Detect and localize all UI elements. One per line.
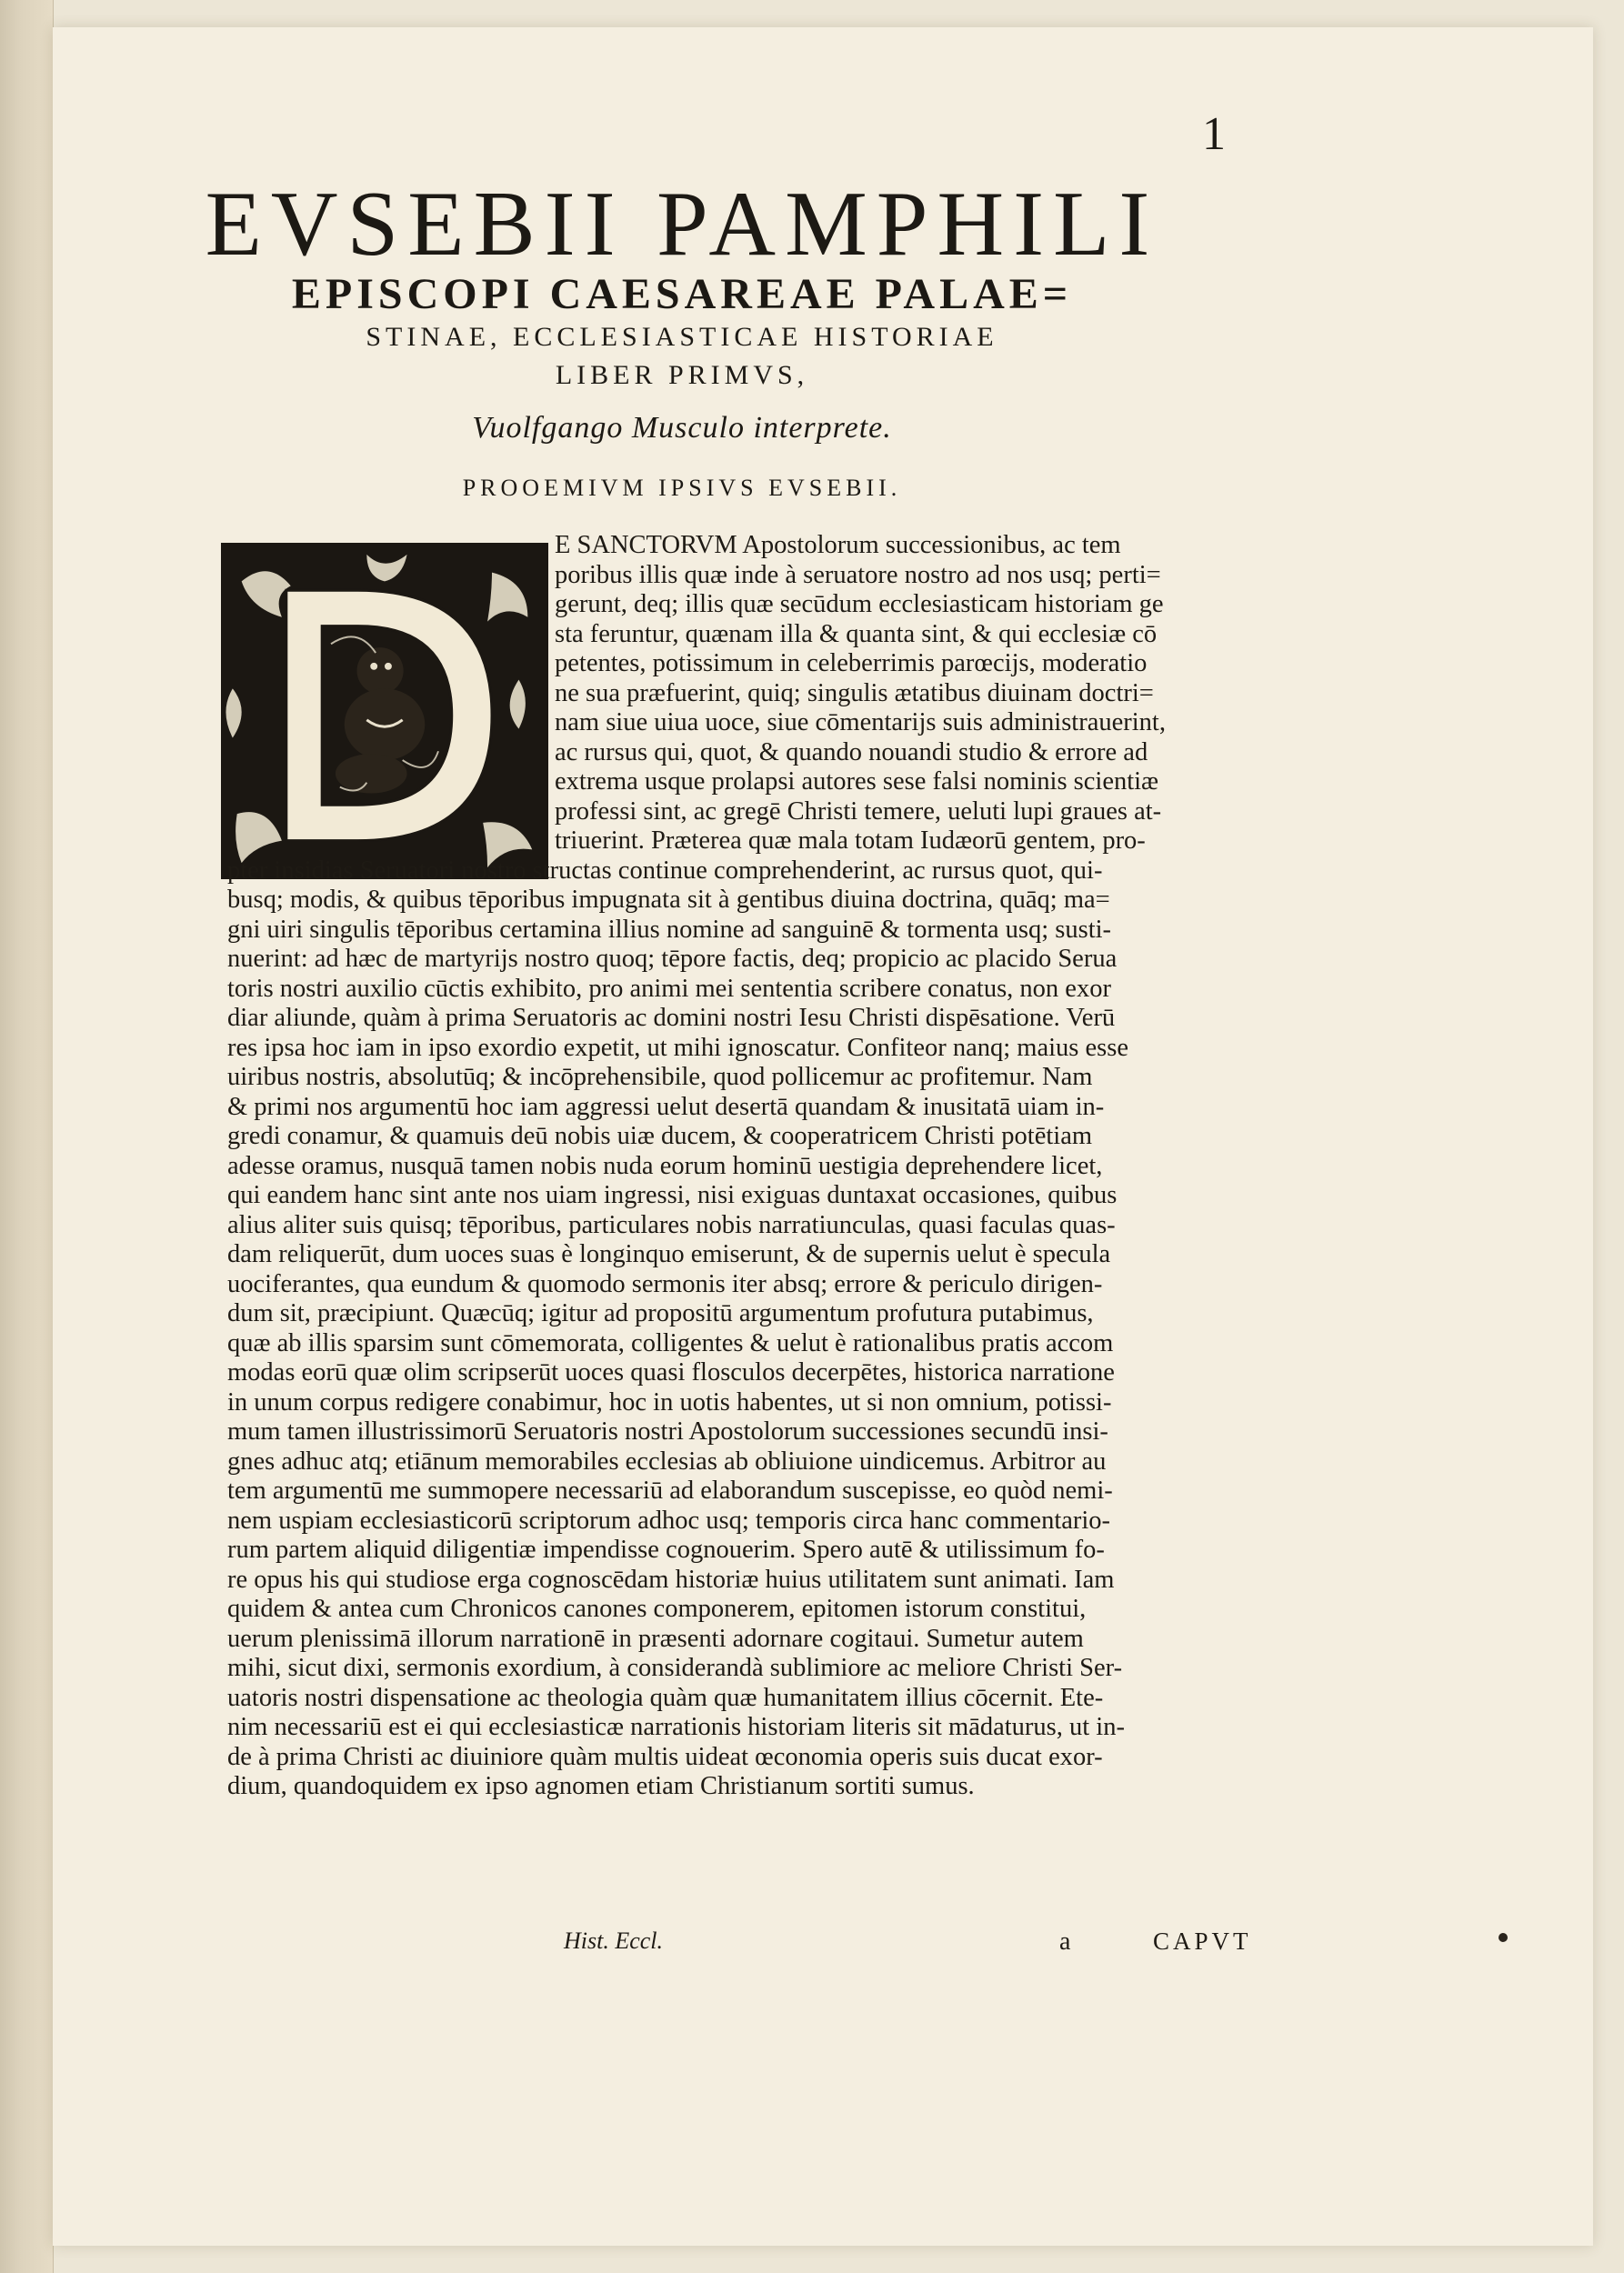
catchword: CAPVT bbox=[1153, 1928, 1252, 1955]
ink-spot bbox=[1499, 1933, 1508, 1942]
text-line: alius aliter suis quisq; tēporibus, particulares nobis narratiunculas, quasi faculas quas- bbox=[227, 1210, 1116, 1239]
text-line: uerum plenissimā illorum narrationē in præsenti adornare cogitaui. Sumetur autem bbox=[227, 1624, 1084, 1653]
text-line: busq; modis, & quibus tēporibus impugnata sit à gentibus diuina doctrina, quāq; ma= bbox=[227, 886, 1110, 914]
text-line: uatoris nostri dispensatione ac theologia quàm quæ humanitatem illius cōcernit. Ete- bbox=[227, 1683, 1104, 1712]
text-line: toris nostri auxilio cūctis exhibito, pro animi mei sententia scribere conatus, non exor bbox=[227, 974, 1111, 1003]
text-line: dam reliquerūt, dum uoces suas è longinquo emiserunt, & de supernis uelut è specula bbox=[227, 1240, 1111, 1268]
text-line: ne sua præfuerint, quiq; singulis ætatibus diuinam doctri= bbox=[555, 678, 1154, 707]
text-line: gni uiri singulis tēporibus certamina illius nomine ad sanguinē & tormenta usq; susti- bbox=[227, 915, 1112, 944]
text-line: nem uspiam ecclesiasticorū scriptorum adhoc usq; temporis circa hanc commentario- bbox=[227, 1506, 1111, 1535]
title-office: EPISCOPI CAESAREAE PALAE= bbox=[291, 270, 1073, 318]
text-line: modas eorū quæ olim scripserūt uoces quasi flosculos decerpētes, historica narratione bbox=[227, 1358, 1115, 1387]
text-line: re opus his qui studiose erga cognoscēdam historiæ huius utilitatem sunt animati. Iam bbox=[227, 1565, 1115, 1594]
text-line: de à prima Christi ac diuiniore quàm multis uideat œconomia operis suis ducat exor- bbox=[227, 1742, 1103, 1771]
text-line: dium, quandoquidem ex ipso agnomen etiam Christianum sortiti sumus. bbox=[227, 1772, 975, 1800]
text-line: pter insidias Seruatori nostro structas continue comprehenderint, ac rursus quot, qui- bbox=[227, 856, 1103, 885]
section-heading: PROOEMIVM IPSIVS EVSEBII. bbox=[462, 475, 902, 501]
text-line: professi sint, ac gregē Christi temere, ueluti lupi graues at- bbox=[555, 796, 1162, 826]
text-line: triuerint. Præterea quæ mala totam Iudæorū gentem, pro- bbox=[555, 826, 1146, 855]
text-line: nim necessariū est ei qui ecclesiasticæ narrationis historiam literis sit mādaturus, ut in- bbox=[227, 1713, 1125, 1741]
text-line: uociferantes, qua eundum & quomodo sermonis iter absq; errore & periculo dirigen- bbox=[227, 1269, 1103, 1298]
text-line: poribus illis quæ inde à seruatore nostro ad nos usq; perti= bbox=[555, 560, 1161, 589]
title-work: STINAE, ECCLESIASTICAE HISTORIAE bbox=[366, 322, 998, 352]
text-line: res ipsa hoc iam in ipso exordio expetit, ut mihi ignoscatur. Confiteor nanq; maius esse bbox=[227, 1033, 1128, 1062]
folio-number: 1 bbox=[1202, 108, 1226, 160]
text-line: tem argumentū me summopere necessariū ad elaborandum suscepisse, eo quòd nemi- bbox=[227, 1477, 1113, 1505]
title-author: EVSEBII PAMPHILI bbox=[205, 173, 1159, 275]
text-line: nuerint: ad hæc de martyrijs nostro quoq; tēpore factis, deq; propicio ac placido Serua bbox=[227, 945, 1118, 973]
body-text bbox=[227, 531, 1264, 1802]
text-line: qui eandem hanc sint ante nos uiam ingressi, nisi exiguas duntaxat occasiones, quibus bbox=[227, 1181, 1118, 1209]
gathering-mark: a bbox=[1059, 1928, 1071, 1956]
text-line: petentes, potissimum in celeberrimis parœcijs, moderatio bbox=[555, 649, 1148, 677]
text-line: diar aliunde, quàm à prima Seruatoris ac domini nostri Iesu Christi dispēsatione. Verū bbox=[227, 1004, 1116, 1032]
text-line: rum partem aliquid diligentiæ impendisse cognouerim. Spero autē & utilissimum fo- bbox=[227, 1536, 1105, 1564]
text-line: in unum corpus redigere conabimur, hoc in uotis habentes, ut si non omnium, potissi- bbox=[227, 1387, 1112, 1417]
text-line: quæ ab illis sparsim sunt cōmemorata, colligentes & uelut è rationalibus pratis accom bbox=[227, 1328, 1114, 1357]
text-line: E SANCTORVM Apostolorum successionibus, ac tem bbox=[555, 531, 1121, 559]
text-line: gredi conamur, & quamuis deū nobis uiæ ducem, & cooperatricem Christi potētiam bbox=[227, 1122, 1093, 1150]
text-line: quidem & antea cum Chronicos canones componerem, epitomen istorum constitui, bbox=[227, 1595, 1087, 1623]
text-line: uiribus nostris, absolutūq; & incōprehensibile, quod pollicemur ac profitemur. Nam bbox=[227, 1063, 1093, 1091]
previous-page-edge bbox=[0, 0, 54, 2273]
text-line: gerunt, deq; illis quæ secūdum ecclesiasticam historiam ge bbox=[555, 590, 1164, 618]
text-line: mihi, sicut dixi, sermonis exordium, à considerandà sublimiore ac meliore Christi Ser- bbox=[227, 1654, 1123, 1682]
title-book: LIBER PRIMVS, bbox=[555, 360, 809, 390]
text-line: ac rursus qui, quot, & quando nouandi studio & errore ad bbox=[555, 737, 1148, 766]
text-line: gnes adhuc atq; etiānum memorabiles ecclesias ab obliuione uindicemus. Arbitror au bbox=[227, 1447, 1107, 1476]
translator-line: Vuolfgango Musculo interprete. bbox=[472, 411, 892, 445]
signature-mark: Hist. Eccl. bbox=[564, 1928, 664, 1954]
text-line: mum tamen illustrissimorū Seruatoris nostri Apostolorum successiones secundū insi- bbox=[227, 1417, 1108, 1446]
text-line: nam siue uiua uoce, siue cōmentarijs suis administrauerint, bbox=[555, 708, 1166, 736]
text-line: adesse oramus, nusquā tamen nobis nuda eorum hominū uestigia deprehendere licet, bbox=[227, 1151, 1103, 1180]
text-line: & primi nos argumentū hoc iam aggressi uelut desertā quandam & inusitatā uiam in- bbox=[227, 1092, 1105, 1121]
text-line: extrema usque prolapsi autores sese falsi nominis scientiæ bbox=[555, 767, 1159, 796]
text-line: dum sit, præcipiunt. Quæcūq; igitur ad propositū argumentum profutura putabimus, bbox=[227, 1299, 1094, 1327]
text-line: sta feruntur, quænam illa & quanta sint, & qui ecclesiæ cō bbox=[555, 619, 1158, 648]
